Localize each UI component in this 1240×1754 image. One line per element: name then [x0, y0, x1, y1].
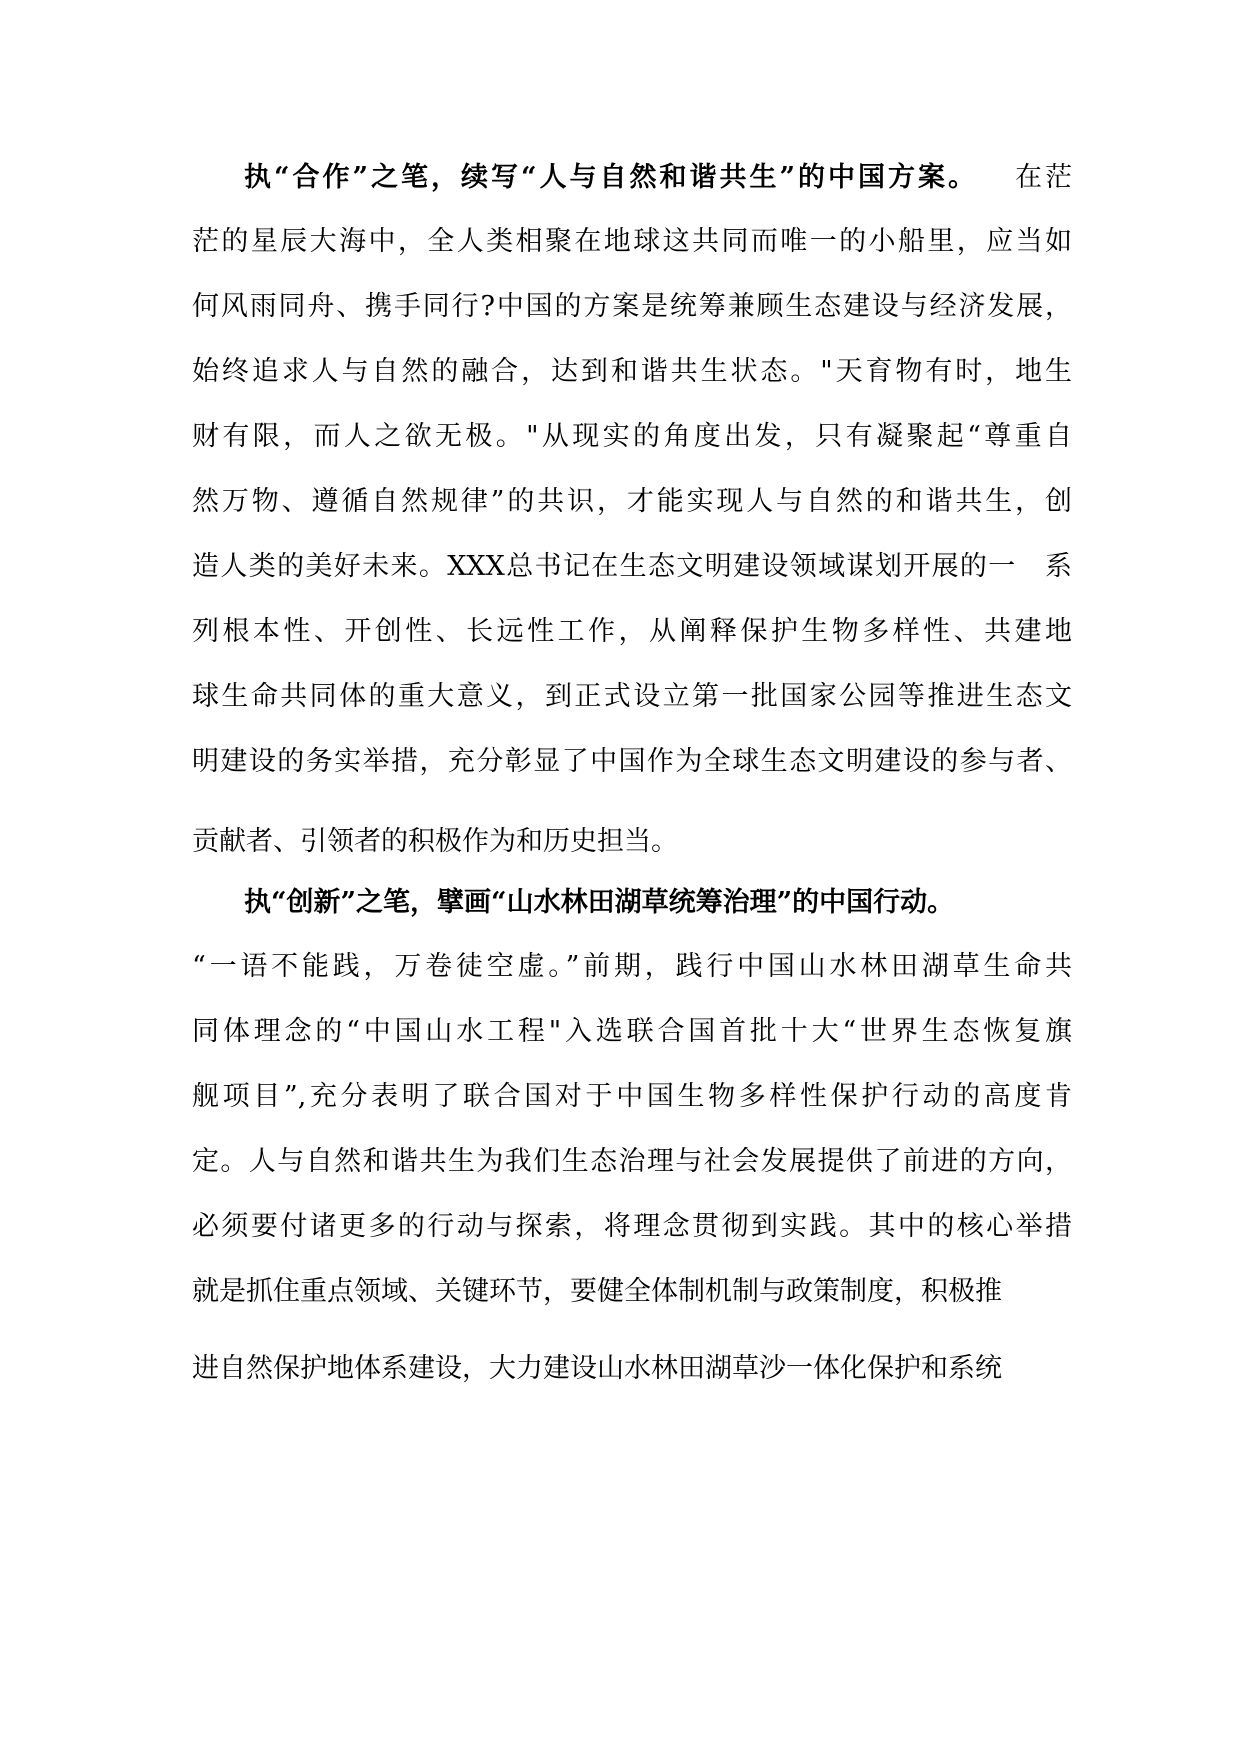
paragraph-2-line-6: 就是抓住重点领域、关键环节，要健全体制机制与政策制度，积极推 [192, 1276, 1002, 1307]
paragraph-1-line-10: 明建设的务实举措，充分彰显了中国作为全球生态文明建设的参与者、 [192, 746, 1072, 777]
paragraph-1-line-8: 列根本性、开创性、长远性工作，从阐释保护生物多样性、共建地 [192, 616, 1072, 647]
paragraph-1-line-11: 贡献者、引领者的积极作为和历史担当。 [192, 826, 678, 857]
paragraph-2-line-5: 必须要付诸更多的行动与探索，将理念贯彻到实践。其中的核心举措 [192, 1211, 1072, 1242]
paragraph-1-heading: 执“合作”之笔，续写“人与自然和谐共生”的中国方案。 [244, 162, 979, 193]
paragraph-1-text: 在茫 [1012, 162, 1073, 193]
paragraph-2-line-2: 同体理念的“中国山水工程"入选联合国首批十大“世界生态恢复旗 [192, 1016, 1072, 1047]
paragraph-2-line-3: 舰项目”,充分表明了联合国对于中国生物多样性保护行动的高度肯 [192, 1081, 1072, 1112]
paragraph-1-line-1 [244, 158, 1072, 198]
paragraph-1-line-3: 何风雨同舟、携手同行?中国的方案是统筹兼顾生态建设与经济发展， [192, 291, 1072, 322]
paragraph-1-line-6: 然万物、遵循自然规律”的共识，才能实现人与自然的和谐共生，创 [192, 486, 1072, 517]
paragraph-1-line-4: 始终追求人与自然的融合，达到和谐共生状态。"天育物有时，地生 [192, 356, 1072, 387]
paragraph-2-heading: 执“创新”之笔，擘画“山水林田湖草统筹治理”的中国行动。 [244, 887, 955, 918]
paragraph-2-line-7: 进自然保护地体系建设，大力建设山水林田湖草沙一体化保护和系统 [192, 1353, 1002, 1384]
paragraph-1-line-7: 造人类的美好未来。XXX总书记在生态文明建设领域谋划开展的一 系 [192, 551, 1072, 582]
paragraph-1-line-2: 茫的星辰大海中，全人类相聚在地球这共同而唯一的小船里，应当如 [192, 226, 1072, 257]
paragraph-1-line-5: 财有限，而人之欲无极。"从现实的角度出发，只有凝聚起“尊重自 [192, 421, 1072, 452]
paragraph-2-line-1: “一语不能践，万卷徒空虚。”前期，践行中国山水林田湖草生命共 [192, 951, 1072, 982]
paragraph-2-line-4: 定。人与自然和谐共生为我们生态治理与社会发展提供了前进的方向， [192, 1146, 1072, 1177]
paragraph-1-line-9: 球生命共同体的重大意义，到正式设立第一批国家公园等推进生态文 [192, 681, 1072, 712]
